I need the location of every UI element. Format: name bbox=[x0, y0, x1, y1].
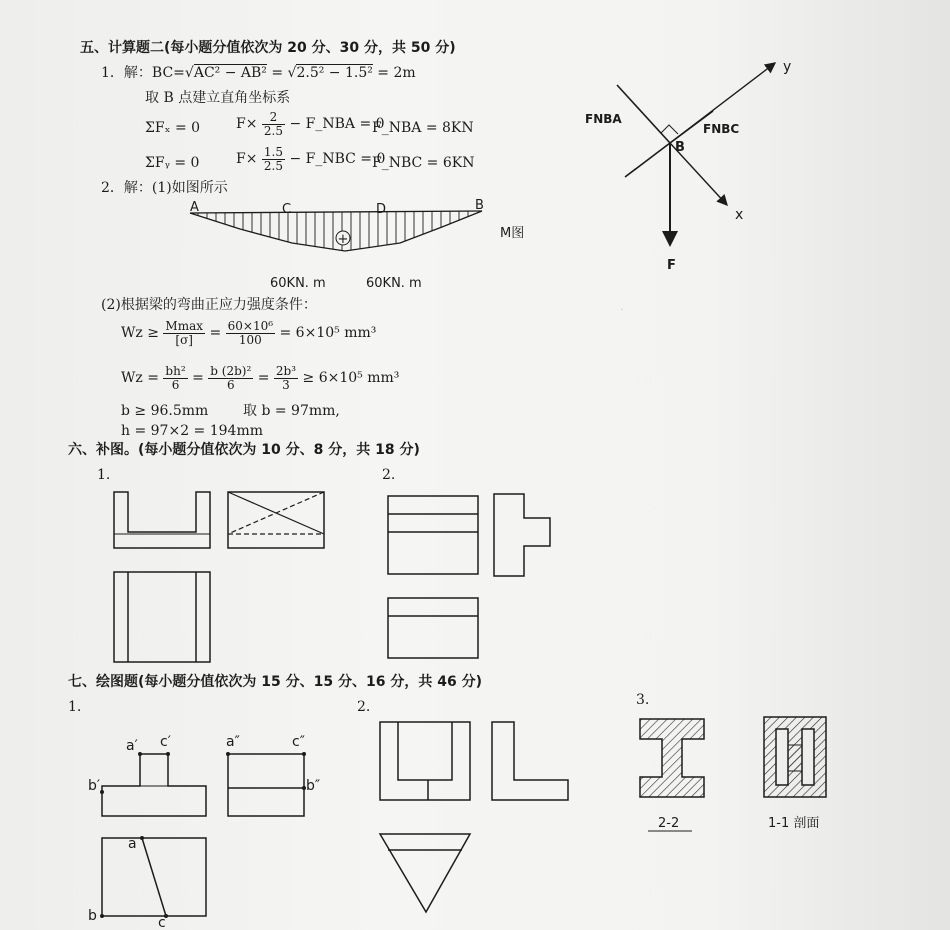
fnbc-label: FNBC bbox=[703, 122, 740, 136]
q1-coord-note: 取 B 点建立直角坐标系 bbox=[145, 90, 291, 106]
point-c2 bbox=[302, 752, 306, 756]
sum-fy-eq: ΣFᵧ = 0 bbox=[145, 155, 200, 171]
q2-solution-line: 2．解：(1)如图所示 bbox=[101, 180, 228, 196]
i-beam-section-2-2 bbox=[640, 719, 704, 797]
sec6-q2-drawings bbox=[384, 488, 564, 668]
q2-front-inner bbox=[398, 722, 452, 780]
sec6-q1-drawings bbox=[110, 488, 330, 668]
sqrt-term-2: 2.5² − 1.5² bbox=[296, 65, 373, 81]
fy-prefix: F× bbox=[236, 151, 258, 168]
b-label: B bbox=[675, 140, 685, 155]
point-a1 bbox=[138, 752, 142, 756]
fnba-force bbox=[617, 85, 670, 143]
wz1-result: = 6×10⁵ mm³ bbox=[279, 325, 377, 342]
q1-label: 1．解：BC= bbox=[101, 65, 185, 81]
wz1-frac-2: $\frac{\text{60×10⁶}}{100}$ bbox=[227, 319, 274, 347]
b-choice: 取 b = 97mm, bbox=[243, 403, 340, 419]
q2-front-view bbox=[388, 496, 478, 574]
point-a bbox=[140, 836, 144, 840]
equals: = bbox=[266, 65, 288, 81]
label-b2: b″ bbox=[306, 778, 321, 794]
y-label: y bbox=[783, 59, 792, 75]
q1-result: = 2m bbox=[372, 65, 416, 81]
q2-strength-condition: (2)根据梁的弯曲正应力强度条件： bbox=[101, 297, 317, 313]
sec7-q2-drawings bbox=[376, 716, 576, 916]
top-view-diag bbox=[142, 838, 166, 916]
q2-side-view bbox=[494, 494, 550, 576]
label-a: a bbox=[128, 836, 137, 852]
q2-top-view bbox=[388, 598, 478, 658]
fy-fraction: $\frac{1.5}{2.5}$ bbox=[263, 145, 283, 173]
label-a2: a″ bbox=[226, 734, 240, 750]
point-c1 bbox=[166, 752, 170, 756]
equals: = bbox=[209, 325, 222, 342]
point-a2 bbox=[226, 752, 230, 756]
fnba-result: F_NBA = 8KN bbox=[372, 120, 474, 136]
moment-value-2: 60KN. m bbox=[366, 276, 422, 291]
m-diagram-label: M图 bbox=[500, 226, 525, 241]
q1-solution-line bbox=[101, 66, 416, 80]
sqrt-symbol: √ bbox=[287, 65, 297, 81]
label-b1: b′ bbox=[88, 778, 101, 794]
u-front-view bbox=[114, 492, 210, 548]
wz1-prefix: Wz ≥ bbox=[121, 325, 159, 342]
wz-inequality-2 bbox=[121, 365, 399, 391]
equals: = bbox=[257, 370, 270, 387]
q2-side-l bbox=[492, 722, 568, 800]
sec6-q1-number: 1. bbox=[97, 467, 111, 483]
wz-inequality-1 bbox=[121, 320, 376, 346]
label-c1: c′ bbox=[160, 734, 171, 750]
sec6-q2-number: 2. bbox=[382, 467, 396, 483]
wz2-frac-3: $\frac{\text{2b³}}{3}$ bbox=[275, 364, 297, 392]
section-7-title: 七、绘图题(每小题分值依次为 15 分、15 分、16 分，共 46 分) bbox=[68, 674, 482, 690]
section-6-title: 六、补图。(每小题分值依次为 10 分、8 分，共 18 分) bbox=[68, 442, 420, 458]
h-result: h = 97×2 = 194mm bbox=[121, 423, 264, 439]
moment-diagram bbox=[180, 195, 525, 295]
fx-fraction: $\frac{2}{2.5}$ bbox=[263, 110, 283, 138]
section-1-1-center bbox=[788, 745, 802, 771]
right-angle-mark bbox=[661, 125, 678, 134]
q2-top-triangle bbox=[380, 834, 470, 912]
sec7-q2-number: 2. bbox=[357, 699, 371, 715]
point-c: C bbox=[282, 202, 292, 217]
moment-hatch bbox=[198, 211, 468, 250]
sec7-q1-number: 1. bbox=[68, 699, 82, 715]
point-d: D bbox=[376, 202, 387, 217]
equals: = bbox=[192, 370, 204, 387]
b-min: b ≥ 96.5mm bbox=[121, 403, 209, 419]
sum-fx-eq: ΣFₓ = 0 bbox=[145, 120, 201, 136]
section-5-title: 五、计算题二(每小题分值依次为 20 分、30 分，共 50 分) bbox=[80, 40, 456, 56]
plus-sign: + bbox=[337, 232, 349, 247]
sqrt-term-1: AC² − AB² bbox=[193, 65, 267, 81]
wz2-frac-2: $\frac{\text{b (2b)²}}{6}$ bbox=[210, 364, 252, 392]
wz2-frac-1: $\frac{\text{bh²}}{6}$ bbox=[165, 364, 186, 392]
point-b bbox=[100, 914, 104, 918]
side-view-rect bbox=[228, 754, 304, 816]
fx-equation bbox=[236, 111, 385, 137]
label-a1: a′ bbox=[126, 738, 138, 754]
point-a: A bbox=[190, 200, 199, 215]
fnbc-result: F_NBC = 6KN bbox=[372, 155, 475, 171]
x-label: x bbox=[735, 207, 744, 223]
bleed-through-text: . bbox=[620, 300, 624, 313]
wz2-result: ≥ 6×10⁵ mm³ bbox=[302, 370, 400, 387]
label-c: c bbox=[158, 915, 166, 930]
f-label: F bbox=[667, 258, 676, 273]
moment-value-1: 60KN. m bbox=[270, 276, 326, 291]
fy-equation bbox=[236, 146, 385, 172]
point-b1 bbox=[100, 790, 104, 794]
fnbc-force bbox=[625, 143, 670, 177]
force-diagram bbox=[585, 55, 805, 275]
label-c2: c″ bbox=[292, 734, 305, 750]
sec7-q3-number: 3. bbox=[636, 692, 650, 708]
sqrt-symbol: √ bbox=[184, 65, 194, 81]
caption-2-2: 2-2 bbox=[658, 816, 680, 831]
q2-front-u bbox=[380, 722, 470, 800]
point-b: B bbox=[475, 198, 484, 213]
caption-1-1: 1-1 剖面 bbox=[768, 816, 820, 831]
wz2-prefix: Wz = bbox=[121, 370, 159, 387]
side-view-box bbox=[228, 492, 324, 548]
label-b: b bbox=[88, 908, 97, 924]
sec7-q1-drawings bbox=[88, 730, 328, 930]
fx-tail: − F_NBA = 0 bbox=[289, 116, 385, 133]
fy-tail: − F_NBC = 0 bbox=[289, 151, 386, 168]
fnba-label: FNBA bbox=[585, 112, 622, 126]
fx-prefix: F× bbox=[236, 116, 258, 133]
sec7-q3-drawings bbox=[630, 705, 850, 845]
wz1-frac-1: $\frac{Mmax}{[\sigma]}$ bbox=[165, 319, 203, 347]
front-view-l bbox=[102, 754, 206, 816]
